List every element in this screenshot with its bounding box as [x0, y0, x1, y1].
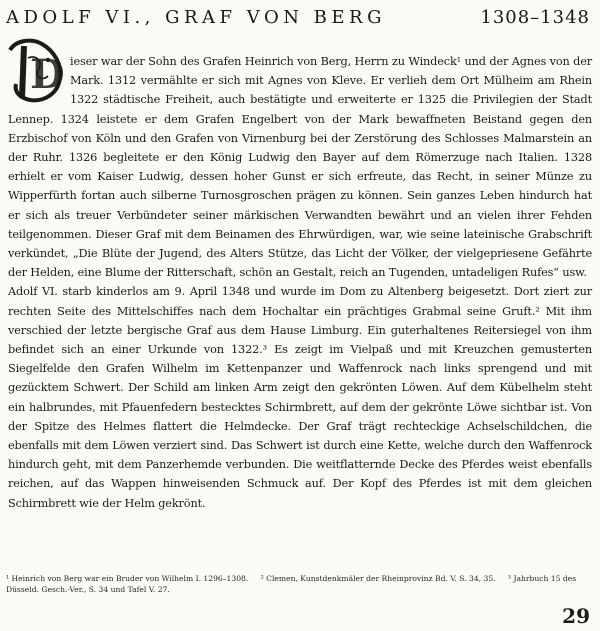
footnotes — [6, 574, 594, 595]
paragraph-2: Adolf VI. starb kinderlos am 9. April 1348 und wurde im Dom zu Altenberg beigesetzt. Dort ziert zur rechten Seite des Mittelschiffes nach dem Hochaltar ein prächtiges Grabmal seine Gruft.² Mit ihm verschied der letzte bergische Graf aus dem Hause Limburg. Ein guterhaltenes Reitersiegel von ihm befindet sich an einer Urkunde von 1322.³ Es zeigt im Vielpaß und mit Kreuzchen gemusterten Siegelfelde den Grafen Wilhelm im Kettenpanzer und Waffenrock nach links sprengend und mit gezücktem Schwert. Der Schild am linken Arm zeigt den gekrönten Löwen. Auf dem Kübelhelm steht ein halbrundes, mit Pfauenfedern bestecktes Schirmbrett, auf dem der gekrönte Löwe sichtbar ist. Von der Spitze des Helmes flattert die Helmdecke. Der Graf trägt rechteckige Achselschildchen, die ebenfalls mit dem Löwen verziert sind. Das Schwert ist durch eine Kette, welche durch den Waffenrock hindurch geht, mit dem Panzerhemde verbunden. Die weitflatternde Decke des Pferdes weist ebenfalls reichen, auf das Wappen hinweisenden Schmuck auf. Der Kopf des Pferdes ist mit dem gleichen Schirmbrett wie der Helm gekrönt. — [8, 285, 592, 510]
footnote-3: ³ Jahrbuch 15 des Düsseld. Gesch.-Ver., S. 34 und Tafel V. 27. — [6, 574, 577, 594]
page-number: 29 — [562, 604, 590, 628]
title-years: 1308–1348 — [480, 7, 590, 28]
footnote-2: ² Clemen, Kunstdenkmäler der Rheinprovinz Bd. V. S. 34, 35. — [260, 574, 496, 583]
initial-letter: D — [30, 51, 65, 98]
paragraph-1: ieser war der Sohn des Grafen Heinrich von Berg, Herrn zu Windeck¹ und der Agnes von der Mark. 1312 vermählte er sich mit Agnes von Kleve. Er verlieh dem Ort Mülheim am Rhein 1322 städtische Freiheit, auch bestätigte und erweiterte er 1325 die Privilegien der Stadt Lennep. 1324 leistete er dem Grafen Engelbert von der Mark bewaffneten Beistand gegen den Erzbischof von Köln und den Grafen von Virnenburg bei der Zerstörung des Schlosses Malmarstein an der Ruhr. 1326 begleitete er den König Ludwig den Bayer auf dem Römerzuge nach Italien. 1328 erhielt er vom Kaiser Ludwig, dessen hoher Gunst er sich erfreute, das Recht, in seiner Münze zu Wipperfürth fortan auch silberne Turnosgroschen prägen zu können. Sein ganzes Leben hindurch hat er sich als treuer Verbündeter seiner märkischen Verwandten bewährt und an vielen ihrer Fehden teilgenommen. Dieser Graf mit dem Beinamen des Ehrwürdigen, war, wie seine lateinische Grabschrift verkündet, „Die Blüte der Jugend, des Alters Stütze, das Licht der Völker, der vielgepriesene Gefährte der Helden, eine Blume der Ritterschaft, schön an Gestalt, reich an Tugenden, untadeligen Rufes“ usw. — [8, 55, 592, 280]
body-text — [8, 52, 592, 513]
initial-spacer — [8, 50, 70, 98]
title-text: ADOLF VI., GRAF VON BERG — [6, 7, 386, 28]
page-title — [6, 6, 596, 30]
footnote-1: ¹ Heinrich von Berg war ein Bruder von Wilhelm I. 1296–1308. — [6, 574, 249, 583]
